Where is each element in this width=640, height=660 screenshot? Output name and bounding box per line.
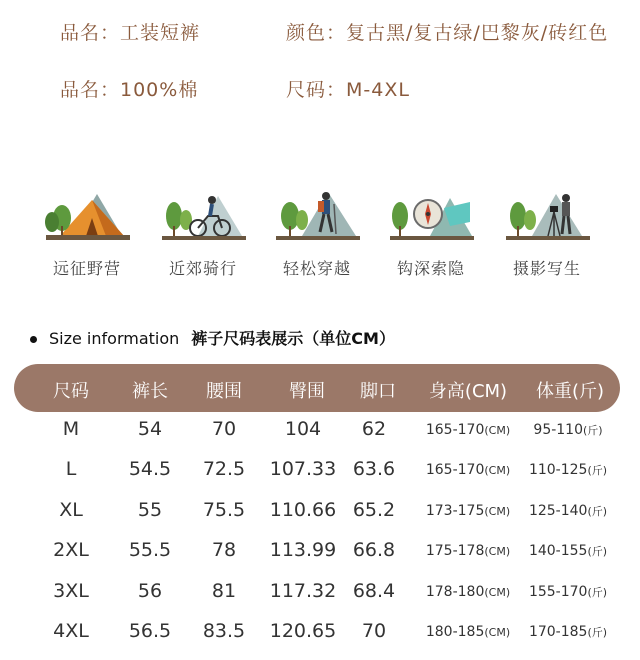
height-unit: (CM) (484, 545, 511, 558)
cycling-icon (158, 186, 248, 242)
cell-height (416, 624, 520, 640)
table-row (0, 539, 640, 579)
weight-value: 155-170 (528, 584, 588, 600)
weight-value: 95-110 (533, 422, 583, 438)
cell-weight (516, 624, 620, 640)
activity-hiking (262, 186, 372, 279)
activity-camping (32, 186, 142, 279)
height-unit: (CM) (484, 505, 511, 518)
activity-label: 近郊骑行 (168, 259, 237, 278)
weight-unit: (斤) (587, 505, 608, 518)
height-unit: (CM) (484, 464, 511, 477)
cell-hem: 68.4 (352, 580, 396, 602)
activity-label: 钩深索隐 (396, 259, 465, 278)
cell-size: XL (59, 499, 83, 521)
size-info-title-en: Size information (49, 329, 180, 348)
cell-size: 4XL (53, 620, 89, 642)
cell-height (416, 503, 520, 519)
cell-waist: 72.5 (202, 458, 246, 480)
bullet-dot (30, 336, 37, 343)
cell-hem: 62 (361, 418, 387, 440)
activity-photography (492, 186, 602, 279)
cell-size: L (65, 458, 77, 480)
cell-height (416, 462, 520, 478)
cell-height (416, 584, 520, 600)
cell-hem: 70 (361, 620, 387, 642)
weight-value: 170-185 (528, 624, 588, 640)
cell-hip: 104 (284, 418, 322, 440)
cell-length: 55 (137, 499, 163, 521)
header-height: 身高(CM) (428, 381, 508, 402)
tent-camping-icon (42, 186, 132, 242)
cell-hip: 113.99 (269, 539, 337, 561)
height-value: 178-180 (425, 584, 485, 600)
table-row (0, 418, 640, 458)
product-color-label: 颜色：复古黑/复古绿/巴黎灰/砖红色 (286, 22, 609, 44)
cell-size: 3XL (53, 580, 89, 602)
activity-label: 摄影写生 (512, 259, 581, 278)
product-name-label: 品名：工装短裤 (60, 22, 201, 44)
weight-unit: (斤) (587, 626, 608, 639)
weight-value: 140-155 (528, 543, 588, 559)
weight-unit: (斤) (587, 545, 608, 558)
cell-height (416, 422, 520, 438)
cell-length: 54 (137, 418, 163, 440)
product-size-label: 尺码：M-4XL (286, 79, 410, 101)
weight-value: 110-125 (528, 462, 588, 478)
header-weight: 体重(斤) (535, 381, 605, 402)
cell-weight (516, 503, 620, 519)
table-row (0, 580, 640, 620)
cell-waist: 81 (211, 580, 237, 602)
activity-label: 远征野营 (52, 259, 121, 278)
cell-waist: 83.5 (202, 620, 246, 642)
cell-weight (516, 584, 620, 600)
height-value: 165-170 (425, 422, 485, 438)
photography-icon (502, 186, 592, 242)
product-material-label: 品名：100%棉 (60, 79, 199, 101)
height-value: 175-178 (425, 543, 485, 559)
cell-hem: 63.6 (352, 458, 396, 480)
activity-label: 轻松穿越 (282, 259, 351, 278)
weight-unit: (斤) (587, 586, 608, 599)
weight-unit: (斤) (583, 424, 603, 437)
cell-hip: 117.32 (269, 580, 337, 602)
cell-length: 56 (137, 580, 163, 602)
height-value: 173-175 (425, 503, 485, 519)
height-value: 180-185 (425, 624, 485, 640)
cell-waist: 70 (211, 418, 237, 440)
cell-length: 56.5 (128, 620, 172, 642)
header-hip: 臀围 (289, 381, 325, 402)
compass-icon (386, 186, 476, 242)
cell-waist: 75.5 (202, 499, 246, 521)
activity-exploring (376, 186, 486, 279)
cell-hip: 107.33 (269, 458, 337, 480)
cell-height (416, 543, 520, 559)
size-table-header (14, 364, 620, 412)
hiking-icon (272, 186, 362, 242)
header-waist: 腰围 (206, 381, 242, 402)
header-size: 尺码 (53, 381, 89, 402)
cell-hip: 120.65 (269, 620, 337, 642)
height-value: 165-170 (425, 462, 485, 478)
table-row (0, 620, 640, 660)
cell-length: 55.5 (128, 539, 172, 561)
cell-hem: 66.8 (352, 539, 396, 561)
weight-value: 125-140 (528, 503, 588, 519)
cell-weight (516, 543, 620, 559)
table-row (0, 458, 640, 498)
cell-waist: 78 (211, 539, 237, 561)
header-length: 裤长 (132, 381, 168, 402)
size-info-title (30, 326, 395, 349)
height-unit: (CM) (484, 424, 511, 437)
activity-cycling (148, 186, 258, 279)
cell-hem: 65.2 (352, 499, 396, 521)
cell-weight (516, 422, 620, 438)
cell-length: 54.5 (128, 458, 172, 480)
height-unit: (CM) (484, 626, 511, 639)
cell-weight (516, 462, 620, 478)
height-unit: (CM) (484, 586, 511, 599)
activity-icons (0, 186, 640, 286)
cell-size: 2XL (53, 539, 89, 561)
weight-unit: (斤) (587, 464, 608, 477)
table-row (0, 499, 640, 539)
cell-size: M (62, 418, 80, 440)
cell-hip: 110.66 (269, 499, 337, 521)
header-hem: 脚口 (360, 381, 396, 402)
size-info-title-zh: 裤子尺码表展示（单位CM） (191, 329, 395, 348)
